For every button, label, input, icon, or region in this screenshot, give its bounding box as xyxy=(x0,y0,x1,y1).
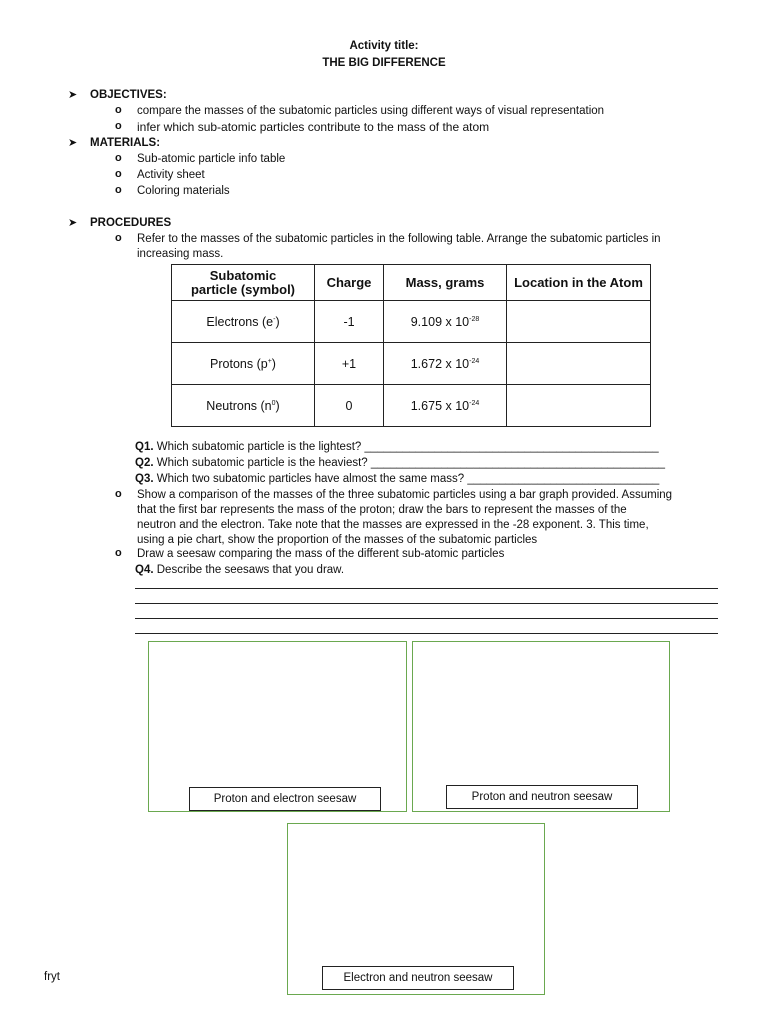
procedure-step-text: increasing mass. xyxy=(137,248,224,260)
table-row xyxy=(172,385,651,427)
question-text: Describe the seesaws that you draw. xyxy=(156,564,345,576)
arrow-bullet-icon: ➤ xyxy=(68,89,78,101)
table-row xyxy=(172,301,651,343)
mass-cell xyxy=(384,343,507,385)
arrow-bullet-icon: ➤ xyxy=(68,217,78,229)
particle-cell: Neutrons $(n^0)$ xyxy=(172,385,315,427)
symbol-superscript: 0 xyxy=(271,399,276,407)
circle-bullet-icon: o xyxy=(115,547,122,559)
answer-line[interactable] xyxy=(135,603,718,604)
circle-bullet-icon: o xyxy=(115,488,122,500)
question-number: Q4. xyxy=(135,564,154,576)
particle-cell: Protons (p+) xyxy=(172,343,315,385)
particle-name: Neutrons (n xyxy=(206,398,272,413)
arrow-bullet-icon: ➤ xyxy=(68,137,78,149)
objective-item: compare the masses of the subatomic particles using different ways of visual representation xyxy=(137,105,605,117)
question-q1 xyxy=(135,440,659,455)
answer-line[interactable] xyxy=(135,633,718,634)
footer-mark: fryt xyxy=(44,971,60,983)
charge-cell: -1 xyxy=(315,301,384,343)
table-header-cell: Location in the Atom xyxy=(507,265,651,301)
question-q4 xyxy=(135,563,344,578)
location-cell[interactable] xyxy=(507,301,651,343)
question-text: Which two subatomic particles have almost the same mass? ______________________________ xyxy=(156,473,660,485)
seesaw-label: Proton and neutron seesaw xyxy=(446,785,638,809)
seesaw-label: Electron and neutron seesaw xyxy=(322,966,514,990)
page-title: THE BIG DIFFERENCE xyxy=(322,57,446,69)
objective-item: infer which sub-atomic particles contribute to the mass of the atom xyxy=(137,120,490,134)
mass-value: 9.109 x 10 xyxy=(410,314,470,329)
mass-exponent: -24 xyxy=(469,357,480,365)
materials-heading: MATERIALS: xyxy=(90,137,161,149)
question-number: Q3. xyxy=(135,473,154,485)
table-row xyxy=(172,343,651,385)
location-cell[interactable] xyxy=(507,385,651,427)
location-cell[interactable] xyxy=(507,343,651,385)
circle-bullet-icon: o xyxy=(115,168,122,180)
question-text: Which subatomic particle is the lightest? ______________________________________________ xyxy=(156,441,659,453)
mass-exponent: -28 xyxy=(469,315,480,323)
material-item: Activity sheet xyxy=(137,169,205,181)
circle-bullet-icon: o xyxy=(115,120,122,132)
mass-value: 1.672 x 10 xyxy=(410,356,470,371)
procedure-step-text: Refer to the masses of the subatomic particles in the following table. Arrange the subatomic particles in xyxy=(137,233,661,245)
material-item: Coloring materials xyxy=(137,185,230,197)
symbol-superscript: - xyxy=(273,315,276,323)
table-header-cell: Charge xyxy=(315,265,384,301)
activity-label: Activity title: xyxy=(349,40,419,52)
mass-cell xyxy=(384,385,507,427)
procedure-step-text: neutron and the electron. Take note that the masses are expressed in the -28 exponent. 3. This time, xyxy=(137,519,649,531)
procedure-step-text: Show a comparison of the masses of the three subatomic particles using a bar graph provided. Assuming xyxy=(137,489,673,501)
table-header-cell xyxy=(172,265,315,301)
charge-cell: +1 xyxy=(315,343,384,385)
procedure-step-text: Draw a seesaw comparing the mass of the different sub-atomic particles xyxy=(137,548,505,560)
particle-name: Protons (p xyxy=(210,356,268,371)
question-q2 xyxy=(135,456,665,471)
material-item: Sub-atomic particle info table xyxy=(137,153,286,165)
charge-cell: 0 xyxy=(315,385,384,427)
procedures-heading: PROCEDURES xyxy=(90,217,172,229)
procedure-step-text: using a pie chart, show the proportion of the masses of the subatomic particles xyxy=(137,534,538,546)
table-header-cell: Mass, grams xyxy=(384,265,507,301)
header-line: particle (symbol) xyxy=(190,281,296,297)
answer-line[interactable] xyxy=(135,588,718,589)
header-line: Subatomic xyxy=(209,267,277,283)
particle-name: Electrons (e xyxy=(206,314,274,329)
question-q3 xyxy=(135,472,659,487)
answer-line[interactable] xyxy=(135,618,718,619)
question-number: Q2. xyxy=(135,457,154,469)
seesaw-label: Proton and electron seesaw xyxy=(189,787,381,811)
mass-cell xyxy=(384,301,507,343)
circle-bullet-icon: o xyxy=(115,104,122,116)
symbol-superscript: + xyxy=(267,357,272,365)
objectives-heading: OBJECTIVES: xyxy=(90,89,167,101)
subatomic-info-table xyxy=(171,264,651,427)
procedure-step-text: that the first bar represents the mass of the proton; draw the bars to represent the masses of the xyxy=(137,504,627,516)
question-number: Q1. xyxy=(135,441,154,453)
circle-bullet-icon: o xyxy=(115,232,122,244)
circle-bullet-icon: o xyxy=(115,152,122,164)
circle-bullet-icon: o xyxy=(115,184,122,196)
question-text: Which subatomic particle is the heaviest? ______________________________________________ xyxy=(156,457,666,469)
mass-value: 1.675 x 10 xyxy=(410,398,470,413)
mass-exponent: -24 xyxy=(469,399,480,407)
table-header-row xyxy=(172,265,651,301)
particle-cell: Electrons (e-) xyxy=(172,301,315,343)
